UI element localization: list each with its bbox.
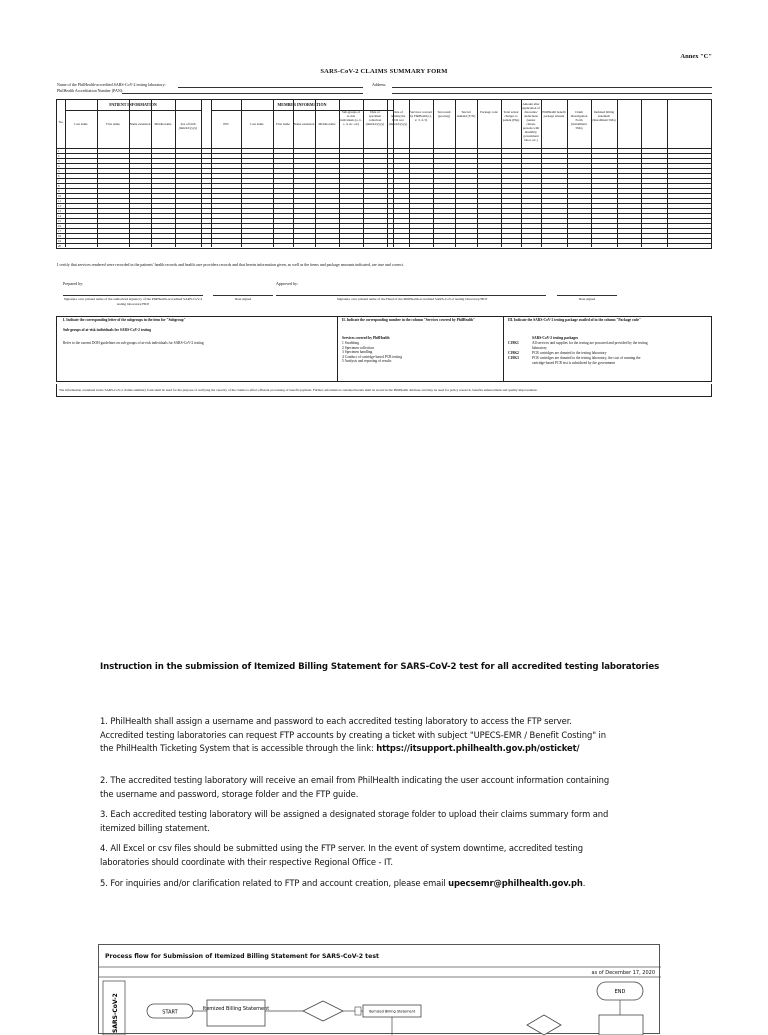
connector-marker [355, 1007, 361, 1015]
instructions-title: Instruction in the submission of Itemized Billing Statement for SARS-CoV-2 test for all accredited testing laboratories [100, 662, 660, 672]
instructions [100, 662, 670, 888]
table-row-line [57, 173, 711, 174]
instruction-step-1: 1. PhilHealth shall assign a username and password to each accredited testing laboratory to access the FTP server. Accredited testing laboratories can request FTP accounts by creating a ticket with subject "UPECS-EMR / Benefit Costing" in the PhilHealth Ticketing System that is accessible through the link: https://itsupport.philhealth.gov.ph/osticket/ [100, 716, 606, 753]
table-row-number: 19 [58, 238, 61, 243]
legend-service-item: 4 Conduct of cartridge-based PCR testing [342, 354, 402, 359]
legend-subgroups-title: I. Indicate the corresponding letter of the subgroups in the item for "Subgroup" [63, 318, 186, 322]
table-row-line [57, 163, 711, 164]
process-flow-shapes [99, 945, 661, 1035]
table-row-number: 7 [58, 178, 60, 183]
table-row-number: 12 [58, 203, 61, 208]
col-header-claim: Claim Investigation Form (Installment 5Ma) [570, 110, 588, 130]
legend-packages [503, 317, 712, 381]
col-header-claim: PhilHealth benefit package amount [542, 110, 566, 118]
package-desc: PCR cartridges are donated to the testing laboratory, the cost of running the cartridge-based PCR test is subsidized by the government [532, 356, 641, 365]
legend-service-item: 2 Specimen collection [342, 345, 374, 350]
col-header-member: Last name [250, 122, 264, 126]
col-header-claim: Package code [480, 110, 498, 114]
col-header-patient: First name [106, 122, 120, 126]
table-row-number: 16 [58, 223, 61, 228]
support-email-link[interactable]: upecsemr@philhealth.gov.ph [448, 878, 583, 888]
legend-subgroups-body: Refer to the current DOH guidelines on sub-groups of at-risk individuals for SARS-CoV-2 testing [63, 341, 204, 345]
instruction-step-4: 4. All Excel or csv files should be submitted using the FTP server. In the event of system downtime, accredited testing laboratories should coordinate with their respective Regional Office - IT. [100, 843, 583, 867]
legend-services-title: II. Indicate the corresponding number in the column "Services covered by PhilHealth" [342, 318, 476, 322]
table-row-number: 11 [58, 198, 61, 203]
date-caption-left: Date signed [234, 297, 252, 301]
swimlane-label: SARS-CoV-2 [112, 993, 119, 1033]
date-line-left [213, 295, 273, 296]
table-row-line [57, 233, 711, 234]
process-flow-title: Process flow for Submission of Itemized Billing Statement for SARS-CoV-2 test [105, 953, 379, 960]
lab-name-label: Name of the PhilHealth-accredited SARS-CoV-2 testing laboratory: [57, 82, 166, 87]
process-flow-date: as of December 17, 2020 [591, 970, 655, 976]
package-code: C19K3 [508, 356, 519, 360]
ticketing-link[interactable]: https://itsupport.philhealth.gov.ph/osticket/ [376, 743, 580, 753]
table-row-line [57, 248, 711, 249]
claims-table [56, 99, 712, 249]
table-row-line [57, 218, 711, 219]
signature-line-left [63, 295, 203, 296]
table-row-line [57, 198, 711, 199]
start-label: START [162, 1009, 178, 1016]
legend-subgroups-subtitle: Sub-groups of at-risk individuals for SARS-CoV-2 testing [63, 328, 152, 332]
address-label: Address: [372, 82, 387, 87]
table-row-line [57, 228, 711, 229]
col-header-claim: Total actual charges to patient (Php) [502, 110, 520, 122]
legend-service-item: 1 Swabbing [342, 341, 360, 345]
col-header-patient: Last name [74, 122, 88, 126]
signature-caption-right: Signature over printed name of the Head of the PhilHealth-accredited SARS-CoV-2 testing laboratory/HCP [336, 297, 488, 301]
table-row-number: 6 [58, 173, 60, 178]
end-label: END [614, 989, 626, 995]
instruction-step-5: 5. For inquiries and/or clarification related to FTP and account creation, please email upecsemr@philhealth.gov.ph. [100, 878, 586, 888]
decision-diamond-2 [527, 1015, 561, 1035]
table-row-number: 9 [58, 188, 60, 193]
legend-services [337, 317, 504, 381]
lab-name-line [178, 87, 363, 88]
table-row-number: 5 [58, 168, 60, 173]
col-header-member: First name [276, 122, 290, 126]
process-box-itemized [207, 1000, 265, 1026]
legend-services-subtitle: Services covered by PhilHealth [342, 336, 390, 340]
legend-packages-title: III. Indicate the SARS-CoV-2 testing package availed of in the column "Package code" [508, 318, 641, 322]
col-header-claim: Test result (pos/neg) [437, 110, 451, 118]
package-code: C19K1 [508, 341, 519, 345]
table-row-number: 18 [58, 233, 61, 238]
legend-packages-subtitle: SARS-CoV-2 testing packages [532, 336, 579, 340]
legend-subgroups [57, 317, 337, 381]
instruction-step-2: 2. The accredited testing laboratory will receive an email from PhilHealth indicating the user account information containing the username and password, storage folder and the FTP guide. [100, 775, 610, 799]
footer-note: The information contained in the SARS-CoV-2 claims summary form shall be used for the purpose of verifying the veracity of the claims to effect efficient processing of benefit payment. Further, information contained herein shall be stored in the PhilHealth database and may be used for policy research, benefits enhancement and quality improvement. [56, 384, 712, 397]
table-row-line [57, 168, 711, 169]
annex-label: Annex "C" [680, 53, 712, 60]
table-row-line [57, 223, 711, 224]
col-header-claim: Sub-groups of at-risk individuals (a, b, c, d, etc. etc) [340, 110, 362, 126]
col-header-claim: Date of specimen collection (mm/dd/yyyy) [365, 110, 385, 126]
date-line-right [557, 295, 617, 296]
col-header-member: Name extension [293, 122, 315, 126]
approved-by-label: Approved by: [276, 281, 299, 286]
form-title: SARS-CoV-2 CLAIMS SUMMARY FORM [320, 68, 448, 75]
col-header-member: Middle name [318, 122, 336, 126]
legend-service-item: 5 Analysis and reporting of results [342, 359, 392, 363]
package-desc: PCR cartridges are donated to the testing laboratory [532, 351, 607, 355]
table-row-number: 3 [58, 158, 60, 163]
table-row-line [57, 178, 711, 179]
patient-info-group: PATIENT INFORMATION [65, 100, 201, 111]
decision-diamond [303, 1001, 343, 1021]
legend-section [56, 316, 712, 382]
table-row-line [57, 203, 711, 204]
col-header-claim: Test kit demand (Y/N) [456, 110, 476, 118]
table-row-line [57, 238, 711, 239]
process-flow-diagram [98, 944, 660, 1034]
instruction-step-3: 3. Each accredited testing laboratory will be assigned a designated storage folder to upload their claims summary form and itemized billing statement. [100, 809, 609, 833]
col-header-patient: Name extension [129, 122, 151, 126]
table-row-number: 10 [58, 193, 61, 198]
table-row-number: 13 [58, 208, 61, 213]
package-desc: All services and supplies for the testing are procured and provided by the testing laboratory [532, 341, 648, 350]
table-row-number: 15 [58, 218, 61, 223]
col-header-claim: Date of running the PCR test (mm/dd/yyyy) [388, 110, 408, 126]
col-header-patient: Sex of birth (mm/dd/yyyy) [178, 122, 198, 130]
prepared-by-label: Prepared by: [63, 281, 84, 286]
certification-text: I certify that services rendered were recorded in the patients' health records and health care providers records and that herein information given, as well as the items and package amounts indicated, are true and correct. [57, 262, 404, 267]
process-box-itemized-label: Itemized Billing Statement [202, 1006, 270, 1012]
table-row-line [57, 208, 711, 209]
col-header-member: PIN [223, 122, 229, 126]
table-header-rule [57, 148, 711, 149]
table-row-number: 17 [58, 228, 61, 233]
pan-label: PhilHealth Accreditation Number (PAN): [57, 88, 124, 93]
date-caption-right: Date signed [578, 297, 596, 301]
table-row-line [57, 158, 711, 159]
col-header-patient: Middle name [154, 122, 172, 126]
process-box-statement-label: Itemized Billing Statement [368, 1009, 416, 1014]
table-row-line [57, 153, 711, 154]
table-row-number: 8 [58, 183, 60, 188]
signature-caption-left: Signature over printed name of the authorized signatory of the PhilHealth-accredited SARS-CoV-2 testing laboratory/HCP [63, 297, 203, 306]
signature-section [57, 281, 713, 311]
table-row-number: 14 [58, 213, 61, 218]
col-header-claim: Amount after application of discounts/ deductions (senior citizen, persons with disability, government labor, etc.) [522, 102, 540, 142]
address-line-1 [392, 87, 712, 88]
package-code: C19K2 [508, 351, 519, 355]
table-row-number: 20 [58, 243, 61, 248]
process-box-final [599, 1015, 643, 1035]
col-header-claim: Services covered by PhilHealth (1, 2, 3, 4, 5) [410, 110, 432, 122]
col-header-claim: Itemized billing statement (Installment 5Ma) [592, 110, 616, 122]
table-row-line [57, 188, 711, 189]
table-row-line [57, 183, 711, 184]
table-row-number: 2 [58, 153, 60, 158]
member-info-group: MEMBER INFORMATION [211, 100, 393, 111]
table-row-line [57, 193, 711, 194]
table-row-number: 1 [58, 148, 60, 153]
table-row-number: 4 [58, 163, 60, 168]
table-row-line [57, 213, 711, 214]
col-header-no: No. [58, 120, 64, 124]
pan-line [122, 93, 363, 94]
legend-service-item: 3 Specimen handling [342, 350, 373, 354]
signature-line-right [276, 295, 546, 296]
address-line-2 [392, 93, 712, 94]
table-row-line [57, 243, 711, 244]
